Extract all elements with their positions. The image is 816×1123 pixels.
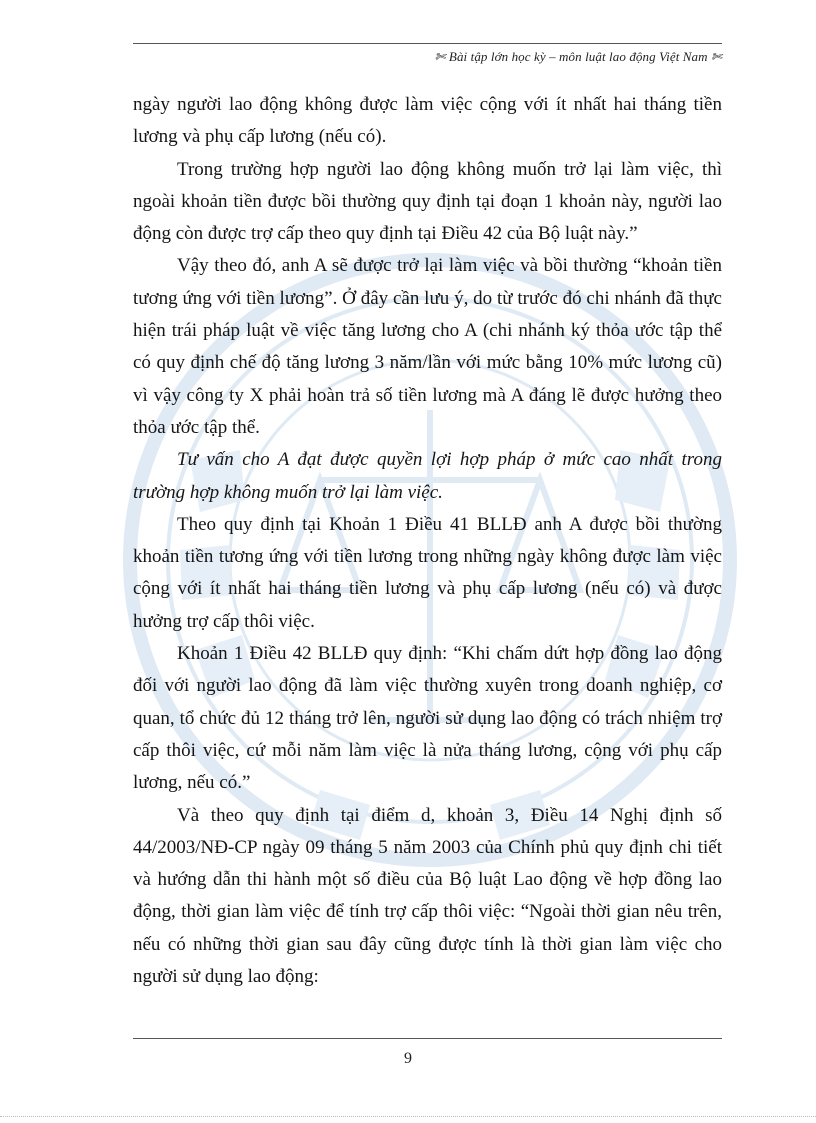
- page-edge-divider: [0, 1116, 816, 1117]
- body-paragraph: ngày người lao động không được làm việc cộng với ít nhất hai tháng tiền lương và phụ cấp lương (nếu có).: [133, 94, 722, 148]
- running-header: ✄ Bài tập lớn học kỳ – môn luật lao động Việt Nam ✄: [434, 49, 722, 64]
- page-number: 9: [404, 1050, 412, 1067]
- body-paragraph: Và theo quy định tại điểm d, khoản 3, Điều 14 Nghị định số 44/2003/NĐ-CP ngày 09 tháng 5 năm 2003 của Chính phủ quy định chi tiết và hướng dẫn thi hành một số điều của Bộ luật Lao động về hợp đồng lao động, thời gian làm việc để tính trợ cấp thôi việc: “Ngoài thời gian nêu trên, nếu có những thời gian sau đây cũng được tính là thời gian làm việc cho người sử dụng lao động:: [133, 804, 722, 988]
- section-heading: Tư vấn cho A đạt được quyền lợi hợp pháp ở mức cao nhất trong trường hợp không muốn trở lại làm việc.: [133, 449, 722, 503]
- body-paragraph: Khoản 1 Điều 42 BLLĐ quy định: “Khi chấm dứt hợp đồng lao động đối với người lao động đã làm việc thường xuyên trong doanh nghiệp, cơ quan, tổ chức đủ 12 tháng trở lên, người sử dụng lao động có trách nhiệm trợ cấp thôi việc, cứ mỗi năm làm việc là nửa tháng lương, cộng với phụ cấp lương, nếu có.”: [133, 643, 722, 794]
- header-rule: [133, 43, 722, 44]
- body-paragraph: Vậy theo đó, anh A sẽ được trở lại làm việc và bồi thường “khoản tiền tương ứng với tiền lương”. Ở đây cần lưu ý, do từ trước đó chi nhánh đã thực hiện trái pháp luật về việc tăng lương cho A (chi nhánh ký thỏa ước tập thể có quy định chế độ tăng lương 3 năm/lần với mức bằng 10% mức lương cũ) vì vậy công ty X phải hoàn trả số tiền lương mà A đáng lẽ được hưởng theo thỏa ước tập thể.: [133, 255, 722, 438]
- page-body: [133, 89, 722, 993]
- footer-rule: [133, 1038, 722, 1039]
- body-paragraph: Theo quy định tại Khoản 1 Điều 41 BLLĐ anh A được bồi thường khoản tiền tương ứng với tiền lương trong những ngày không được làm việc cộng với ít nhất hai tháng tiền lương và phụ cấp lương (nếu có) và được hưởng trợ cấp thôi việc.: [133, 513, 722, 632]
- body-paragraph: Trong trường hợp người lao động không muốn trở lại làm việc, thì ngoài khoản tiền được bồi thường quy định tại đoạn 1 khoản này, người lao động còn được trợ cấp theo quy định tại Điều 42 của Bộ luật này.”: [133, 158, 722, 245]
